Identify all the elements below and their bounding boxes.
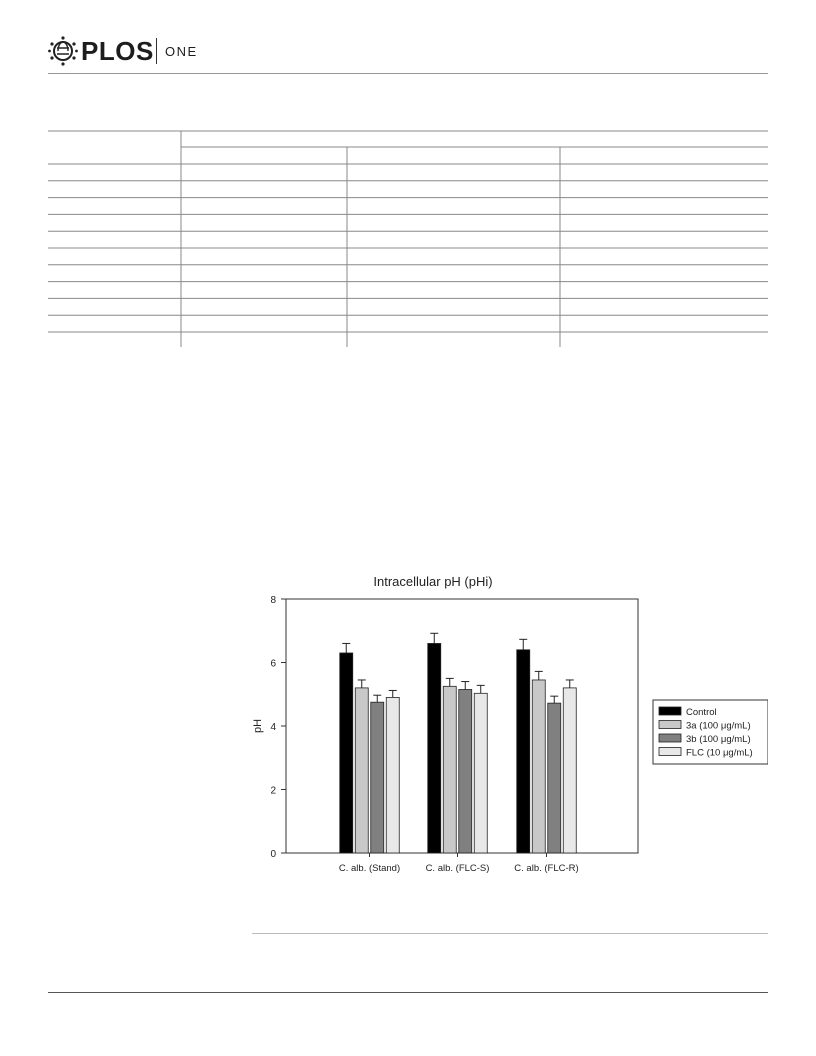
- bar: [532, 680, 545, 853]
- x-tick-label: C. alb. (Stand): [338, 863, 401, 874]
- y-tick-label: 4: [270, 722, 276, 733]
- legend: [653, 700, 768, 764]
- y-tick-label: 0: [270, 849, 276, 860]
- legend-entry: FLC (10 μg/mL): [686, 747, 753, 759]
- bar: [340, 653, 353, 853]
- header-rule: [48, 73, 768, 74]
- bar: [517, 650, 530, 853]
- y-axis-ticks: [270, 595, 286, 860]
- plos-globe-icon: [48, 36, 78, 66]
- footer-rule: [48, 992, 768, 993]
- bar: [548, 703, 561, 853]
- logo-divider: [156, 38, 157, 64]
- legend-swatch: [659, 707, 681, 715]
- page-header: [48, 34, 768, 74]
- bar: [563, 688, 576, 853]
- y-tick-label: 6: [270, 658, 276, 670]
- bar-chart: [248, 570, 768, 890]
- bar: [474, 693, 487, 853]
- data-table: [48, 130, 768, 350]
- legend-entry: Control: [686, 707, 717, 718]
- legend-swatch: [659, 734, 681, 742]
- bar: [428, 643, 441, 853]
- legend-entry: 3a (100 μg/mL): [686, 720, 751, 732]
- journal-name: ONE: [165, 44, 198, 59]
- chart-title: Intracellular pH (pHi): [373, 574, 493, 589]
- figure-chart: [248, 570, 768, 890]
- legend-swatch: [659, 748, 681, 756]
- bar: [371, 702, 384, 853]
- x-tick-label: C. alb. (FLC-S): [425, 863, 490, 874]
- y-tick-label: 2: [270, 785, 276, 797]
- table-grid: [48, 130, 768, 350]
- y-tick-label: 8: [270, 595, 276, 606]
- figure-caption-rule: [252, 933, 768, 934]
- brand-wordmark: PLOS: [81, 36, 154, 66]
- bar: [459, 689, 472, 853]
- y-axis-label: pH: [252, 718, 264, 734]
- bar: [386, 697, 399, 853]
- x-tick-label: C. alb. (FLC-R): [514, 863, 579, 874]
- legend-swatch: [659, 721, 681, 729]
- table-rows: [48, 164, 768, 332]
- x-axis-labels: [339, 853, 579, 874]
- legend-entry: 3b (100 μg/mL): [686, 734, 751, 745]
- bars: [340, 633, 577, 853]
- bar: [355, 688, 368, 853]
- bar: [443, 686, 456, 853]
